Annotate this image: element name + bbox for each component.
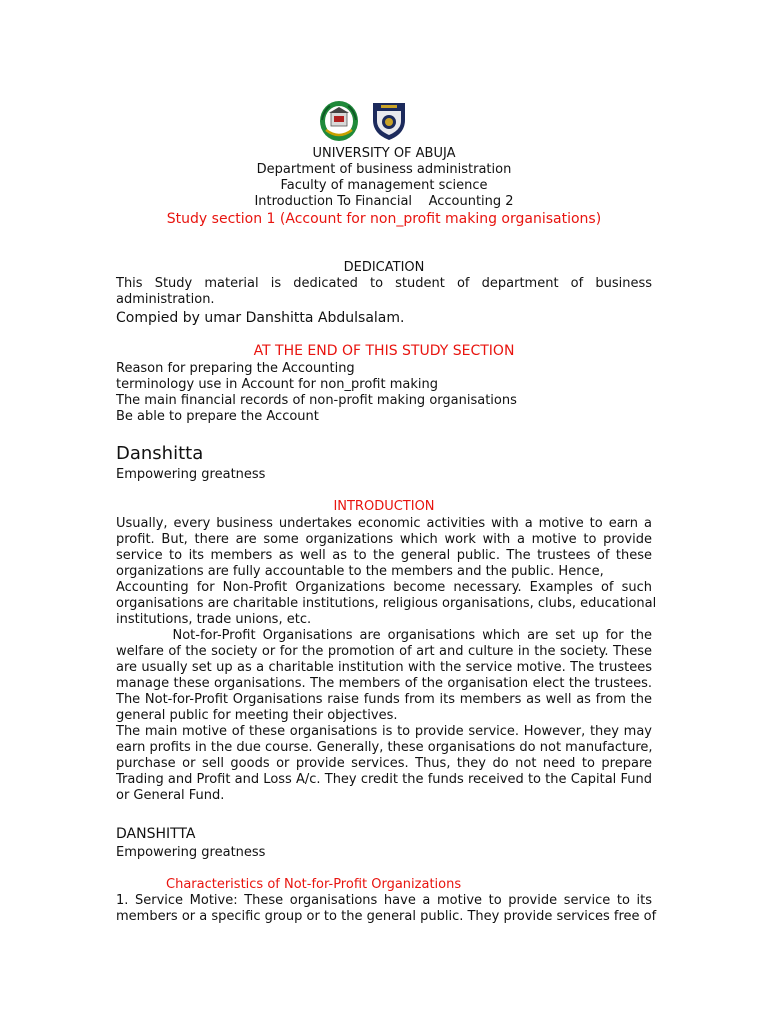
brand-name-2: DANSHITTA (116, 826, 196, 842)
text-line: are usually set up as a charitable institution with the service motive. The trustees (116, 660, 652, 675)
introduction-heading: INTRODUCTION (333, 499, 435, 514)
text-line: general public for meeting their objectives. (116, 708, 398, 723)
text-line: Trading and Profit and Loss A/c. They credit the funds received to the Capital Fund (116, 772, 652, 787)
text-line: service to its members as well as to the general public. The trustees of these (116, 548, 652, 563)
objectives-heading: AT THE END OF THIS STUDY SECTION (253, 343, 515, 359)
text-line: or General Fund. (116, 788, 225, 803)
compiled-by: Compied by umar Danshitta Abdulsalam. (116, 310, 405, 326)
university-crest-logo (318, 100, 360, 142)
text-line: purchase or sell goods or provide services. Thus, they do not need to prepare (116, 756, 652, 771)
text-line: manage these organisations. The members of the organisation elect the trustees. (116, 676, 652, 691)
text-line: The main motive of these organisations is to provide service. However, they may (116, 724, 652, 739)
text-line: The Not-for-Profit Organisations raise funds from its members as well as from the (116, 692, 652, 707)
text-line: earn profits in the due course. Generally, these organisations do not manufacture, (116, 740, 653, 755)
objective-item: The main financial records of non-profit making organisations (116, 393, 517, 408)
text-line: Accounting for Non-Profit Organizations become necessary. Examples of such (116, 580, 652, 595)
text-line: organisations are charitable institutions, religious organisations, clubs, educational (116, 596, 657, 611)
course-title: Introduction To Financial Accounting 2 (254, 194, 514, 209)
introduction-body (116, 516, 657, 804)
objective-item: terminology use in Account for non_profit making (116, 377, 438, 392)
text-line: institutions, trade unions, etc. (116, 612, 312, 627)
text-line: welfare of the society or for the promotion of art and culture in the society. These (116, 644, 652, 659)
brand-tagline-2: Empowering greatness (116, 845, 266, 860)
department-name: Department of business administration (256, 162, 512, 177)
section-title: Study section 1 (Account for non_profit making organisations) (166, 211, 602, 227)
text-line: administration. (116, 292, 215, 307)
text-line: Not-for-Profit Organisations are organisations which are set up for the (116, 628, 652, 643)
dedication-heading: DEDICATION (343, 260, 425, 275)
objectives-list (116, 361, 652, 425)
text-line: members or a specific group or to the general public. They provide services free of (116, 909, 657, 924)
brand-tagline: Empowering greatness (116, 467, 266, 482)
objective-item: Be able to prepare the Account (116, 409, 319, 424)
text-line: profit. But, there are some organizations which work with a motive to provide (116, 532, 652, 547)
shield-crest-logo (370, 100, 408, 142)
objective-item: Reason for preparing the Accounting (116, 361, 355, 376)
university-name: UNIVERSITY OF ABUJA (312, 146, 456, 161)
logos (318, 100, 412, 144)
text-line: This Study material is dedicated to student of department of business (116, 276, 652, 291)
text-line: Usually, every business undertakes economic activities with a motive to earn a (116, 516, 652, 531)
text-line: 1. Service Motive: These organisations have a motive to provide service to its (116, 893, 652, 908)
characteristics-heading: Characteristics of Not-for-Profit Organizations (166, 877, 462, 892)
dedication-text (116, 276, 652, 308)
brand-name: Danshitta (116, 443, 204, 464)
text-line: organizations are fully accountable to the members and the public. Hence, (116, 564, 604, 579)
characteristics-body (116, 893, 657, 925)
faculty-name: Faculty of management science (280, 178, 488, 193)
